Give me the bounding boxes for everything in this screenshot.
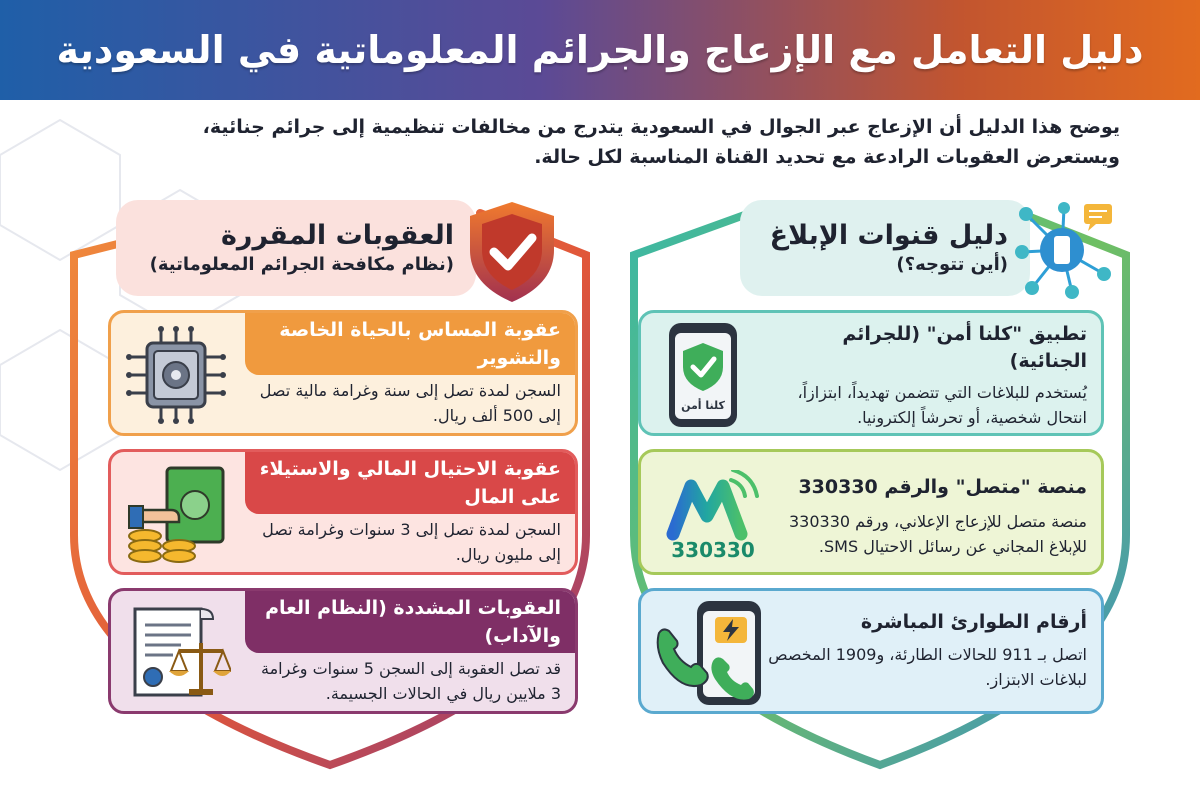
penalty-card-severe	[108, 588, 578, 714]
penalty-card-privacy	[108, 310, 578, 436]
penalty-description: قد تصل العقوبة إلى السجن 5 سنوات وغرامة 3 ملايين ريال في الحالات الجسيمة.	[261, 659, 561, 703]
penalties-subtitle: (نظام مكافحة الجرائم المعلوماتية)	[149, 254, 454, 276]
channel-title: تطبيق "كلنا أمن" (للجرائم الجنائية)	[842, 323, 1087, 372]
penalty-title: العقوبات المشددة (النظام العام والآداب)	[245, 591, 575, 653]
channel-description: اتصل بـ 911 للحالات الطارئة، و1909 المخصص لبلاغات الابتزاز.	[768, 645, 1087, 689]
channels-header	[740, 200, 1030, 296]
channels-subtitle: (أين تتوجه؟)	[896, 254, 1008, 276]
phone-network-icon	[1012, 200, 1116, 300]
channel-description: منصة متصل للإزعاج الإعلاني، ورقم 330330 للإبلاغ المجاني عن رسائل الاحتيال SMS.	[788, 512, 1087, 556]
shield-check-icon	[462, 198, 562, 306]
mutasil-m-symbol	[665, 470, 761, 542]
penalties-header	[116, 200, 476, 296]
emergency-phone-icon	[653, 599, 773, 707]
safe-circuit-icon	[121, 323, 231, 427]
channel-card-emergency	[638, 588, 1104, 714]
intro-paragraph: يوضح هذا الدليل أن الإزعاج عبر الجوال في السعودية يتدرج من مخالفات تنظيمية إلى جرائم جنائية، ويستعرض العقوبات الرادعة مع تحديد القناة المناسبة لكل حالة.	[202, 116, 1120, 169]
penalty-title: عقوبة المساس بالحياة الخاصة والتشوير	[245, 313, 575, 375]
penalty-description: السجن لمدة تصل إلى 3 سنوات وغرامة تصل إلى مليون ريال.	[262, 520, 561, 564]
mutasil-number: 330330	[671, 538, 755, 562]
penalties-title: العقوبات المقررة	[220, 219, 454, 251]
channels-title: دليل قنوات الإبلاغ	[769, 219, 1008, 251]
channel-description: يُستخدم للبلاغات التي تتضمن تهديداً، ابتزازاً، انتحال شخصية، أو تحرشاً إلكترونيا.	[797, 383, 1087, 427]
penalty-description: السجن لمدة تصل إلى سنة وغرامة مالية تصل إلى 500 ألف ريال.	[259, 381, 561, 425]
penalty-title: عقوبة الاحتيال المالي والاستيلاء على المال	[245, 452, 575, 514]
phone-shield-icon	[653, 321, 773, 429]
page-title: دليل التعامل مع الإزعاج والجرائم المعلوماتية في السعودية	[56, 28, 1144, 72]
channel-title: أرقام الطوارئ المباشرة	[860, 611, 1087, 633]
title-banner	[0, 0, 1200, 100]
penalty-card-fraud	[108, 449, 578, 575]
document-scales-icon	[121, 601, 231, 705]
channel-card-kollona-amn	[638, 310, 1104, 436]
mutasil-logo-icon	[653, 460, 773, 568]
phone-app-label: كلنا أمن	[681, 399, 725, 412]
channel-card-mutasil	[638, 449, 1104, 575]
money-hand-coins-icon	[121, 462, 231, 566]
channel-title: منصة "متصل" والرقم 330330	[798, 476, 1087, 498]
